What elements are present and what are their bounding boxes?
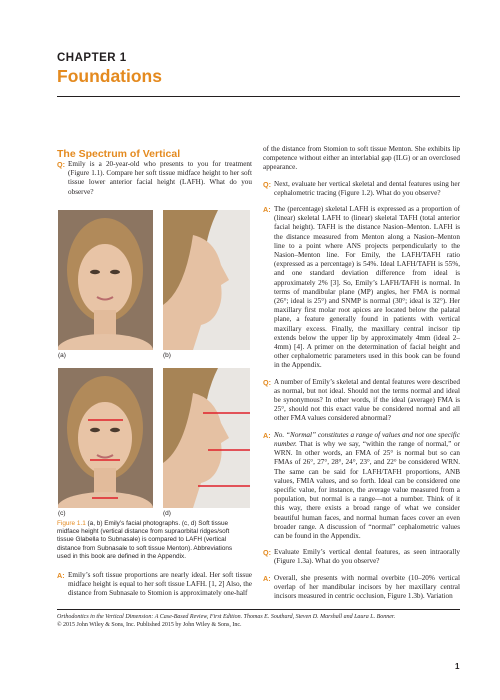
question-text: A number of Emily’s skeletal and dental features were described as normal, but not ideal. Should not the terms normal and ideal be synonymous? In other words, if the ideal (average) FMA is 25°, should not this exact value be considered normal and all other FMA values considered abnormal? xyxy=(274,377,460,423)
section-heading: The Spectrum of Vertical xyxy=(57,148,181,160)
answer-tag: A: xyxy=(263,573,271,583)
answer-block xyxy=(263,431,460,541)
question-text: Next, evaluate her vertical skeletal and dental features using her cephalometric tracing (Figure 1.2). What do you observe? xyxy=(274,179,460,197)
question-tag: Q: xyxy=(263,377,271,387)
answer-text: Emily’s soft tissue proportions are nearly ideal. Her soft tissue midface height is equal to her soft tissue LAFH. [1, 2] Also, the distance from Subnasale to Stomion is approximately one-half xyxy=(68,571,252,598)
question-tag: Q: xyxy=(263,179,271,189)
question-text: Emily is a 20-year-old who presents to you for treatment (Figure 1.1). Compare her soft tissue midface height to her soft tissue lower anterior facial height (LAFH). What do you observe? xyxy=(68,160,252,196)
footer xyxy=(57,613,460,629)
photo-profile-measured xyxy=(163,368,250,508)
continued-text: of the distance from Stomion to soft tissue Menton. She exhibits lip competence without either an interlabial gap (ILG) or an overclosed appearance. xyxy=(263,145,460,172)
answer-block xyxy=(263,205,460,371)
answer-block xyxy=(57,571,252,599)
answer-tag: A: xyxy=(263,430,271,440)
answer-emphasis: No. “Normal” constitutes a range of values and not one specific number. xyxy=(274,430,460,448)
caption-text: (a, b) Emily’s facial photographs. (c, d) Soft tissue midface height (vertical distance from supraorbital ridges/soft tissue Glabella to Subnasale) is compared to LAFH (vertical distance from Subnasale to soft tissue Menton). Abbreviations used in this book are defined in the Appendix. xyxy=(57,520,233,560)
question-tag: Q: xyxy=(57,160,65,169)
photo-label-b: (b) xyxy=(163,352,171,359)
footer-citation: Orthodontics in the Vertical Dimension: A Case-Based Review, First Edition. Thomas E. Southard, Steven D. Marshall and Laura L. Bonner. xyxy=(57,614,396,620)
question-block xyxy=(57,160,252,197)
chapter-label: CHAPTER 1 xyxy=(57,52,127,64)
photo-profile xyxy=(163,210,250,350)
footer-rule xyxy=(57,609,460,610)
answer-text: The (percentage) skeletal LAFH is expressed as a proportion of (linear) skeletal LAFH to (linear) skeletal TAFH (total anterior facial height). TAFH is the distance Nasion–Menton. LAFH is the distance measured from Menton along a Nasion–Menton line to a point where ANS projects perpendicularly to the Nasion–Menton line. For Emily, the LAFH/TAFH ratio (expressed as a percentage) is 54%. Ideal LAFH/TAFH is 55%, and one standard deviation difference from ideal is approximately 2% [3]. So, Emily’s LAFH/TAFH is normal. In terms of mandibular plane (MP) angles, her FMA is normal (26°; ideal is 25°) and SNMP is normal (30°; ideal is 32°). Her maxillary first molar root apices are located below the palatal plane, a feature generally found in patients with vertical maxillary excess. Finally, the maxillary central incisor tip extends below the upper lip by approximately 4mm (ideal 2–4mm) [4]. A primer on the determination of facial height and other cephalometric parameters used in this book can be found in the Appendix. xyxy=(274,205,460,370)
answer-tag: A: xyxy=(57,571,65,580)
photo-label-c: (c) xyxy=(58,510,66,517)
page-number: 1 xyxy=(455,662,460,671)
photo-front-measured xyxy=(58,368,153,508)
right-column xyxy=(263,145,460,608)
left-column-bottom xyxy=(57,571,252,606)
answer-block xyxy=(263,574,460,602)
caption-lead: Figure 1.1 xyxy=(57,520,86,527)
photo-label-a: (a) xyxy=(58,352,66,359)
figure-caption xyxy=(57,520,247,561)
answer-text: Overall, she presents with normal overbite (10–20% vertical overlap of her mandibular incisors by her maxillary central incisors measured in centric occlusion, Figure 1.3b). Variation xyxy=(274,573,460,600)
question-block xyxy=(263,378,460,424)
footer-copyright: © 2015 John Wiley & Sons, Inc. Published 2015 by John Wiley & Sons, Inc. xyxy=(57,622,242,628)
question-text: Evaluate Emily’s vertical dental features, as seen intraorally (Figure 1.3a). What do you observe? xyxy=(274,548,460,566)
photo-front xyxy=(58,210,153,350)
photo-label-d: (d) xyxy=(163,510,171,517)
answer-text: That is why we say, “within the range of normal,” or WRN. In other words, an FMA of 25° is normal but so can FMAs of 26°, 27°, 28°, 24°, 23°, and 22° be considered WRN. The same can be said for LAFH/TAFH proportions, ANB values, FMIA values, and so forth. Ideal can be considered one specific value, for instance, the average value measured from a population, but normal is a range—not a number. Think of it this way, there exists a broad range of what we consider beautiful human faces, and normal human faces cover an even broader range. A discussion of “normal” cephalometric values can be found in the Appendix. xyxy=(274,439,460,540)
header-rule xyxy=(57,96,460,97)
question-block xyxy=(263,548,460,566)
chapter-title: Foundations xyxy=(57,66,162,86)
answer-tag: A: xyxy=(263,205,271,215)
question-tag: Q: xyxy=(263,548,271,558)
question-block xyxy=(263,180,460,198)
left-column-top xyxy=(57,160,252,204)
